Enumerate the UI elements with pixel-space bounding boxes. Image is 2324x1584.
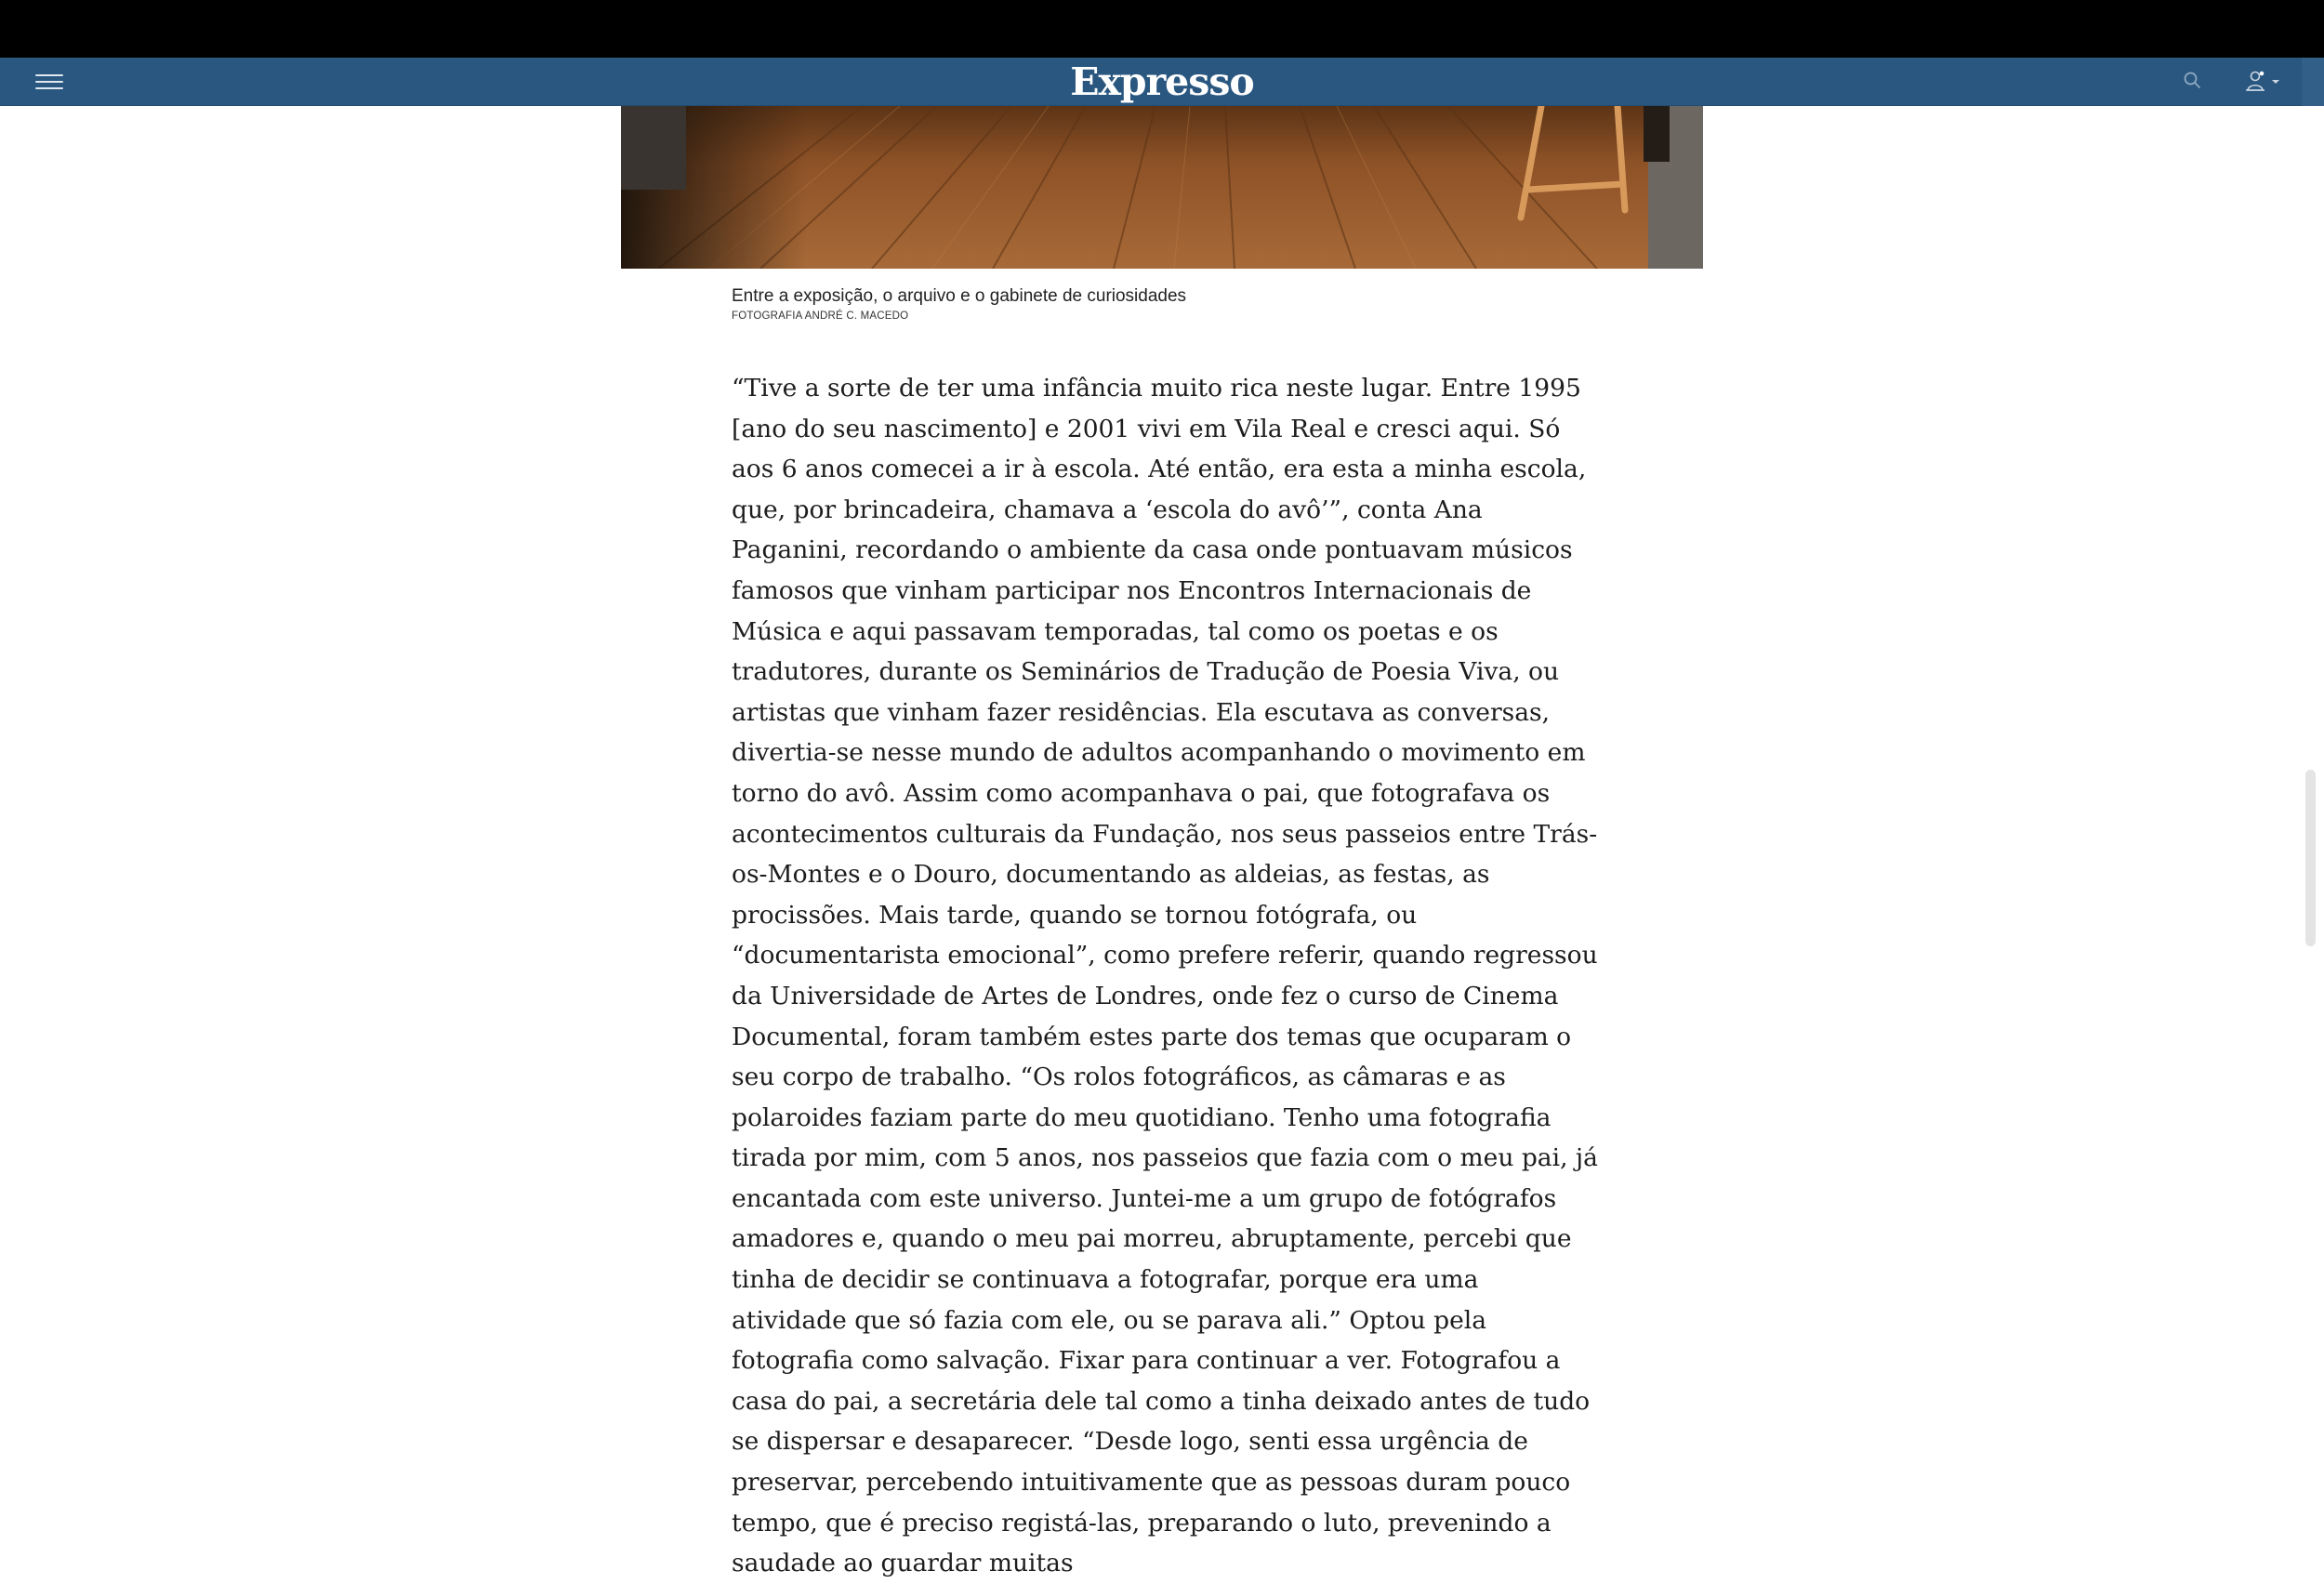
scrollbar[interactable] <box>2305 770 2316 946</box>
browser-top-bar <box>0 0 2324 58</box>
caption-text: Entre a exposição, o arquivo e o gabinete de curiosidades <box>732 286 1187 306</box>
hero-photo <box>621 106 1703 269</box>
site-logo[interactable]: Expresso <box>1070 59 1254 104</box>
photo-caption <box>732 284 1661 323</box>
photo-credit: FOTOGRAFIA ANDRÉ C. MACEDO <box>732 310 909 322</box>
user-account-icon[interactable] <box>2244 67 2287 97</box>
site-header <box>0 58 2324 106</box>
article-paragraph: “Tive a sorte de ter uma infância muito rica neste lugar. Entre 1995 [ano do seu nascimento] e 2001 vivi em Vila Real e cresci aqui. Só aos 6 anos comecei a ir à escola. Até então, era esta a minha escola, que, por brincadeira, chamava a ‘escola do avô’”, conta Ana Paganini, recordando o ambiente da casa onde pontuavam músicos famosos que vinham participar nos Encontros Internacionais de Música e aqui passavam temporadas, tal como os poetas e os tradutores, durante os Seminários de Tradução de Poesia Viva, ou artistas que vinham fazer residências. Ela escutava as conversas, divertia-se nesse mundo de adultos acompanhando o movimento em torno do avô. Assim como acompanhava o pai, que fotografava os acontecimentos culturais da Fundação, nos seus passeios entre Trás-os-Montes e o Douro, documentando as aldeias, as festas, as procissões. Mais tarde, quando se tornou fotógrafa, ou “documentarista emocional”, como prefere referir, quando regressou da Universidade de Artes de Londres, onde fez o curso de Cinema Documental, foram também estes parte dos temas que ocuparam o seu corpo de trabalho. “Os rolos fotográficos, as câmaras e as polaroides faziam parte do meu quotidiano. Tenho uma fotografia tirada por mim, com 5 anos, nos passeios que fazia com o meu pai, já encantada com este universo. Juntei-me a um grupo de fotógrafos amadores e, quando o meu pai morreu, abruptamente, percebi que tinha de decidir se continuava a fotografar, porque era uma atividade que só fazia com ele, ou se parava ali.” Optou pela fotografia como salvação. Fixar para continuar a ver. Fotografou a casa do pai, a secretária dele tal como a tinha deixado antes de tudo se dispersar e desaparecer. “Desde logo, senti essa urgência de preservar, percebendo intuitivamente que as pessoas duram pouco tempo, que é preciso registá-las, preparando o luto, prevenindo a saudade ao guardar muitas <box>732 374 1598 1578</box>
header-scroll-gutter <box>2302 58 2324 106</box>
search-icon[interactable] <box>2181 69 2205 93</box>
